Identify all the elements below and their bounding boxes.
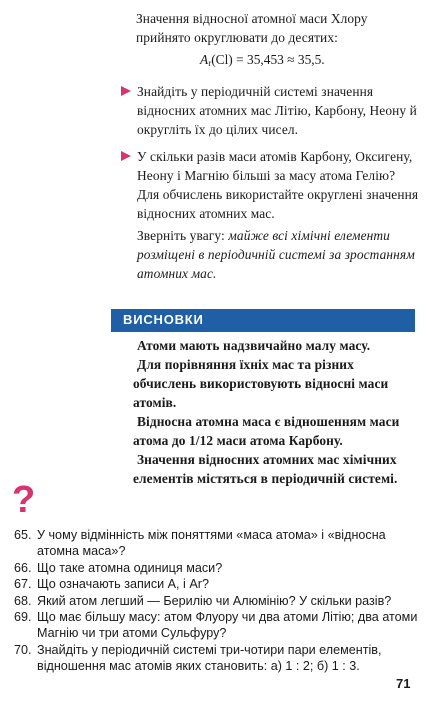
question-item <box>14 560 418 576</box>
question-item <box>14 609 418 641</box>
question-text: Що означають записи A, і Ar? <box>37 577 209 592</box>
conclusions-header <box>111 309 415 332</box>
question-number: 69. <box>14 610 32 625</box>
question-item <box>14 593 418 609</box>
conclusions-body <box>133 336 417 488</box>
conclusion-paragraph: Атоми мають надзвичайно малу масу. <box>137 338 371 353</box>
formula <box>200 52 325 68</box>
question-item <box>14 576 418 592</box>
question-number: 70. <box>14 642 32 657</box>
question-number: 65. <box>14 528 32 542</box>
questions-list <box>14 527 418 675</box>
note-italic: майже всі хімічні елементи розміщені в періодичній системі за зростанням атомних мас. <box>137 228 415 281</box>
formula-symbol: A <box>200 52 209 67</box>
question-number: 66. <box>14 560 32 575</box>
formula-subscript: r <box>208 58 212 68</box>
question-text: Що має більшу масу: атом Флуору чи два атоми Літію; два атоми Магнію чи три атоми Сульфуру? <box>37 610 418 641</box>
question-text: Що таке атомна одиниця маси? <box>37 560 223 575</box>
question-text: Який атом легший — Берилію чи Алюмінію? У скільки разів? <box>37 593 392 608</box>
intro-paragraph: Значення відносної атомної маси Хлору прийнято округлювати до десятих: <box>136 11 368 45</box>
question-text: У чому відмінність між поняттями «маса атома» і «відносна атомна маса»? <box>37 528 386 558</box>
conclusions-title: ВИСНОВКИ <box>123 312 204 327</box>
task-1: Знайдіть у періодичній системі значення відносних атомних мас Літію, Карбону, Неону й округліть їх до цілих чисел. <box>137 84 417 137</box>
question-number: 67. <box>14 577 32 592</box>
note-lead: Зверніть увагу: <box>137 228 229 243</box>
formula-rest: (Cl) = 35,453 ≈ 35,5. <box>211 52 325 67</box>
question-item <box>14 527 418 559</box>
question-mark-icon: ? <box>12 479 36 521</box>
task-2: У скільки разів маси атомів Карбону, Оксигену, Неону і Магнію більші за масу атома Гелію? Для обчислень використайте округлені значення відносних атомних мас. <box>137 149 419 221</box>
conclusion-paragraph: Для порівняння їхніх мас та різних обчислень використовують відносні маси атомів. <box>133 357 389 410</box>
page-number: 71 <box>396 676 411 691</box>
question-text: Знайдіть у періодичній системі три-чотири пари елементів, відношення мас атомів яких становить: а) 1 : 2; б) 1 : 3. <box>37 642 382 673</box>
question-item <box>14 642 418 674</box>
note-paragraph <box>137 226 417 283</box>
task-marker-icon <box>121 151 131 161</box>
question-number: 68. <box>14 593 32 608</box>
conclusion-paragraph: Відносна атомна маса є відношенням маси атома до 1/12 маси атома Карбону. <box>133 414 400 448</box>
conclusion-paragraph: Значення відносних атомних мас хімічних елементів містяться в періодичній системі. <box>133 452 398 486</box>
task-marker-icon <box>121 86 131 96</box>
